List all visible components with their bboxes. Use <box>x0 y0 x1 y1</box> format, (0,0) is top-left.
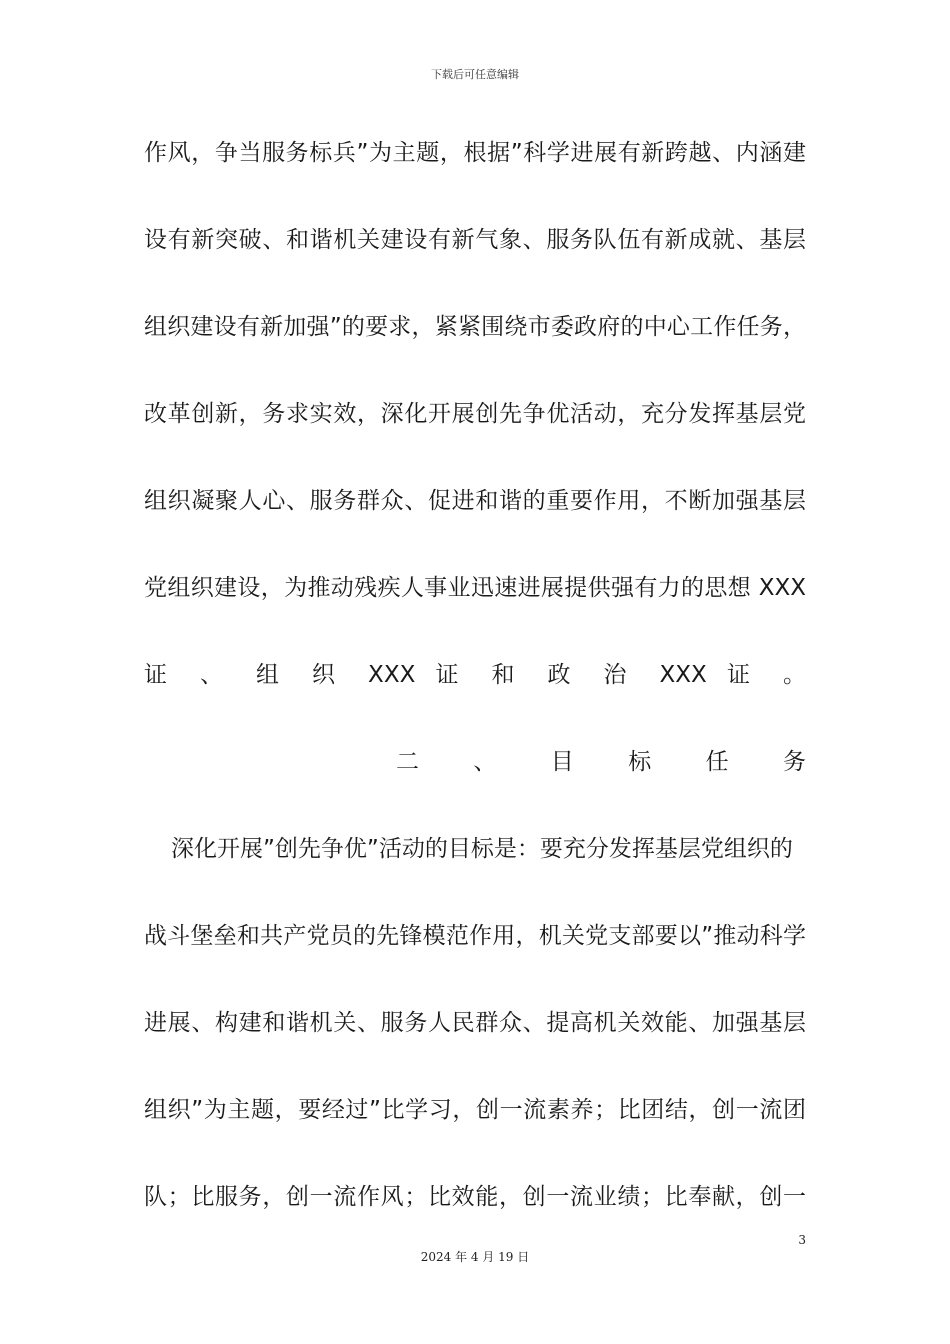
document-body <box>144 130 806 1261</box>
body-line: 组织凝聚人心、服务群众、促进和谐的重要作用，不断加强基层 <box>144 488 806 514</box>
body-line: 作风，争当服务标兵”为主题，根据”科学进展有新跨越、内涵建 <box>144 140 806 166</box>
page-header-note: 下载后可任意编辑 <box>431 68 519 81</box>
body-line: 组织”为主题，要经过”比学习，创一流素养；比团结，创一流团 <box>144 1097 806 1123</box>
body-line: 党组织建设，为推动残疾人事业迅速进展提供强有力的思想 XXX <box>144 575 806 601</box>
body-line: 深化开展”创先争优”活动的目标是：要充分发挥基层党组织的 <box>171 836 793 862</box>
body-line: 组织建设有新加强”的要求，紧紧围绕市委政府的中心工作任务， <box>144 314 806 340</box>
body-line: 进展、构建和谐机关、服务人民群众、提高机关效能、加强基层 <box>144 1010 806 1036</box>
body-line: 队；比服务，创一流作风；比效能，创一流业绩；比奉献，创一 <box>144 1184 806 1210</box>
body-line: 战斗堡垒和共产党员的先锋模范作用，机关党支部要以”推动科学 <box>144 923 806 949</box>
page-number: 3 <box>798 1233 806 1247</box>
body-line: 设有新突破、和谐机关建设有新气象、服务队伍有新成就、基层 <box>144 227 806 253</box>
footer-date: 2024 年 4 月 19 日 <box>420 1250 530 1264</box>
section-heading: 二 、 目 标 任 务 <box>396 749 806 775</box>
body-line: 证 、 组 织 XXX 证 和 政 治 XXX 证 。 <box>144 662 806 688</box>
body-line: 改革创新，务求实效，深化开展创先争优活动，充分发挥基层党 <box>144 401 806 427</box>
